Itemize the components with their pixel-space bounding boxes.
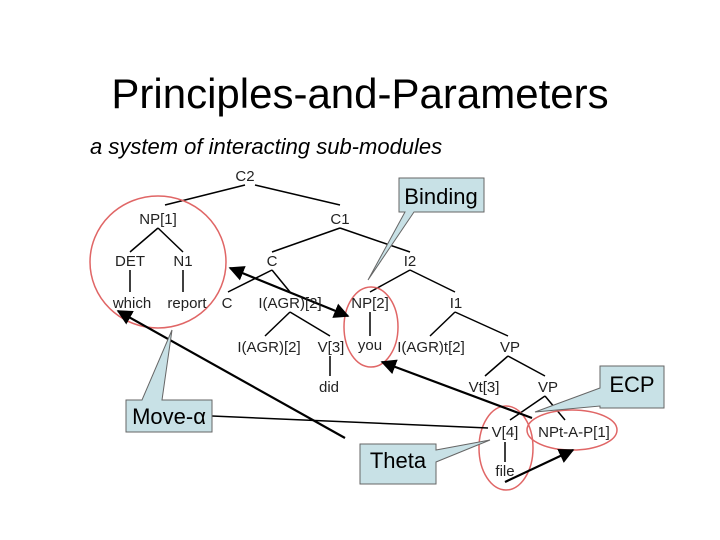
- node-np2: NP[2]: [351, 295, 389, 312]
- theta-callout: [360, 440, 490, 484]
- node-which: which: [112, 295, 152, 312]
- node-c2: C2: [235, 168, 255, 185]
- node-i2: I2: [403, 253, 417, 270]
- node-vp-lower: VP: [537, 379, 559, 396]
- binding-label: Binding: [404, 184, 478, 209]
- node-i1: I1: [449, 295, 463, 312]
- branch: [158, 228, 183, 252]
- branch: [130, 228, 158, 252]
- move-alpha-pointer-line: [212, 416, 488, 428]
- node-c-leaf: C: [221, 295, 233, 312]
- branch: [430, 312, 455, 336]
- node-n1: N1: [173, 253, 193, 270]
- node-did: did: [318, 379, 340, 396]
- branch: [410, 270, 455, 292]
- node-np1: NP[1]: [139, 211, 177, 228]
- branch: [255, 185, 340, 205]
- binding-callout: [368, 178, 484, 280]
- move-alpha-label: Move-α: [132, 404, 206, 429]
- branch: [272, 228, 340, 252]
- branch: [265, 312, 290, 336]
- branch: [165, 185, 245, 205]
- node-v4: V[4]: [491, 424, 519, 441]
- node-v3: V[3]: [317, 339, 345, 356]
- node-file: file: [495, 463, 515, 480]
- node-c1: C1: [330, 211, 350, 228]
- node-you: you: [357, 337, 383, 354]
- node-vp: VP: [499, 339, 521, 356]
- branch: [228, 270, 272, 292]
- node-iagrt2: I(AGR)t[2]: [397, 339, 465, 356]
- node-det: DET: [115, 253, 145, 270]
- ecp-label: ECP: [609, 372, 655, 397]
- branch: [455, 312, 508, 336]
- branch: [290, 312, 330, 336]
- branch: [485, 356, 508, 376]
- node-report: report: [167, 295, 207, 312]
- branch: [508, 356, 545, 376]
- move-alpha-callout: [126, 330, 212, 432]
- ecp-arrow: [382, 362, 532, 418]
- branch: [370, 270, 410, 292]
- node-c: C: [266, 253, 278, 270]
- node-vt3: Vt[3]: [468, 379, 500, 396]
- theta-label: Theta: [369, 448, 427, 473]
- tree-nodes: [112, 168, 610, 480]
- slide-subtitle: a system of interacting sub-modules: [90, 134, 443, 159]
- slide-title: Principles-and-Parameters: [111, 70, 609, 117]
- theta-arrow: [505, 450, 573, 482]
- node-npt: NPt-A-P[1]: [538, 424, 610, 441]
- node-iagr2-leaf: I(AGR)[2]: [237, 339, 301, 356]
- node-iagr2: I(AGR)[2]: [258, 295, 322, 312]
